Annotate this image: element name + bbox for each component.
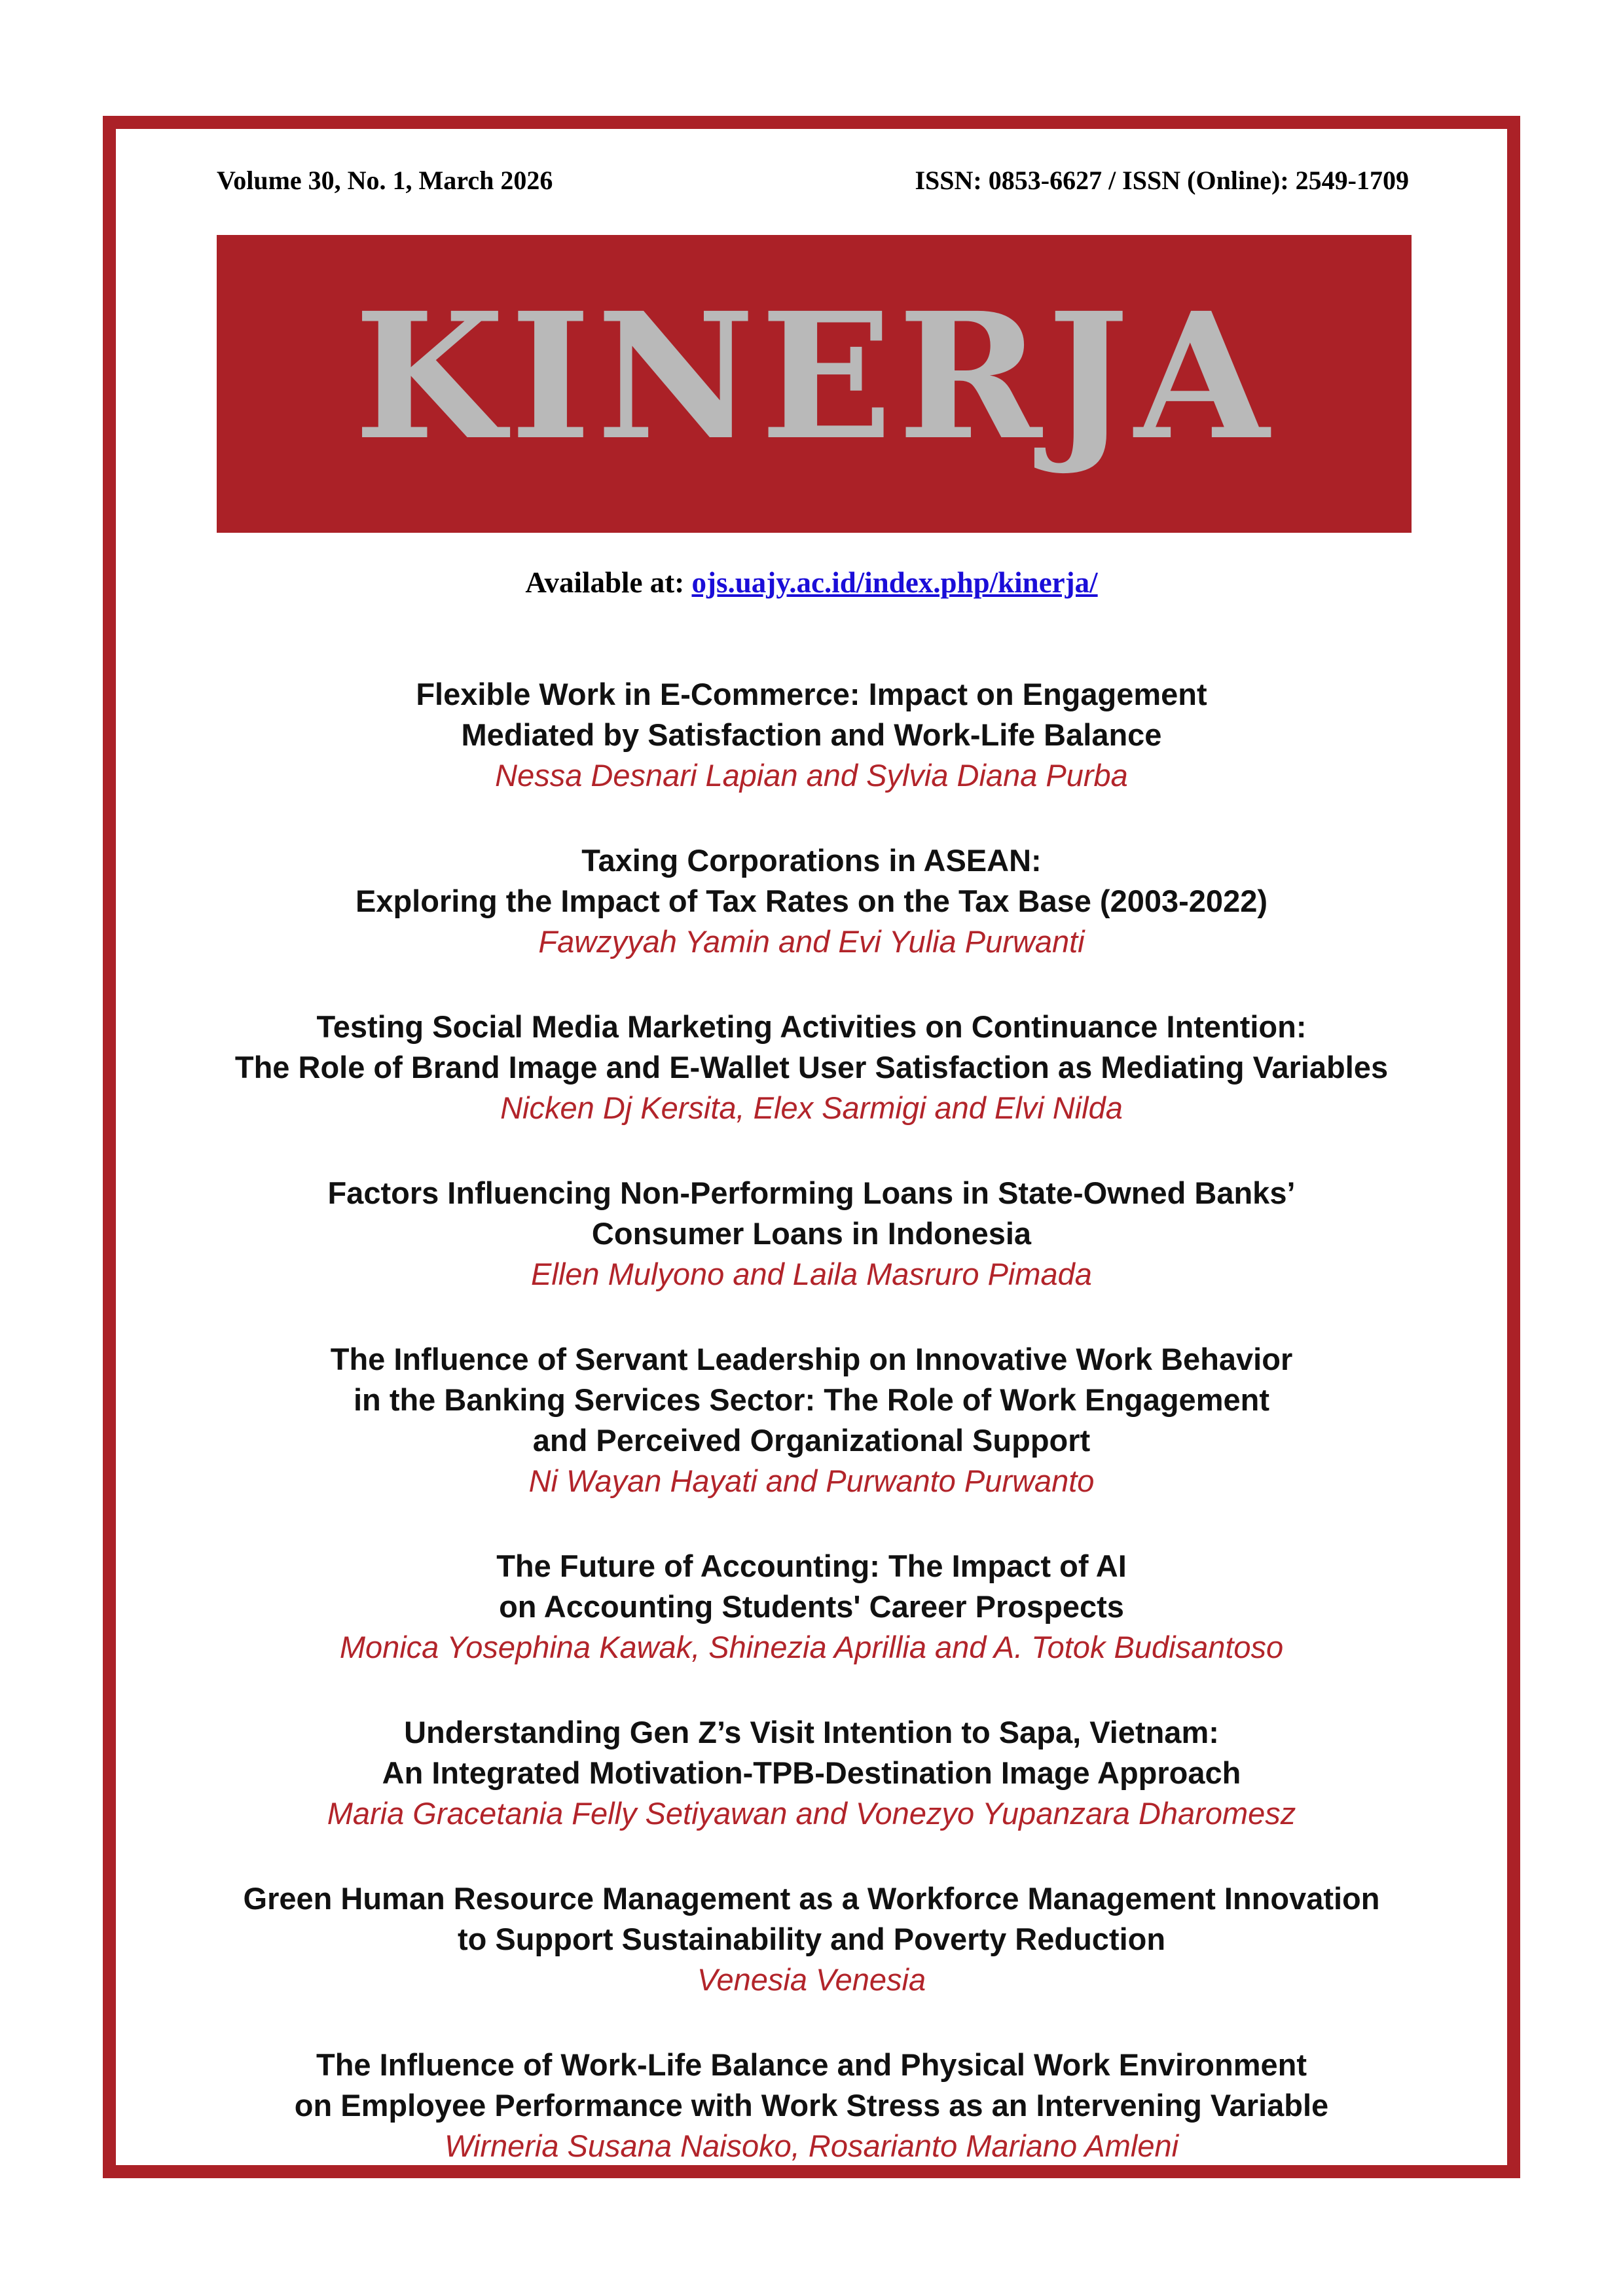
- article-title-line: Understanding Gen Z’s Visit Intention to Sapa, Vietnam:: [404, 1715, 1219, 1749]
- journal-title-banner: [217, 235, 1412, 533]
- article-title-line: The Influence of Servant Leadership on Innovative Work Behavior: [330, 1342, 1293, 1376]
- article-title: [131, 1007, 1492, 1088]
- article-authors: Fawzyyah Yamin and Evi Yulia Purwanti: [538, 924, 1085, 959]
- article-title-line: and Perceived Organizational Support: [532, 1423, 1091, 1458]
- article-entry: [131, 1339, 1492, 1501]
- article-entry: [131, 1712, 1492, 1834]
- article-authors: Ni Wayan Hayati and Purwanto Purwanto: [528, 1463, 1095, 1498]
- article-title: [131, 2045, 1492, 2126]
- article-title: [131, 674, 1492, 755]
- article-title: [131, 1546, 1492, 1627]
- article-title: [131, 1878, 1492, 1960]
- table-of-contents: [131, 674, 1492, 2211]
- article-title-line: Taxing Corporations in ASEAN:: [581, 843, 1042, 878]
- article-title: [131, 1712, 1492, 1793]
- article-title-line: on Accounting Students' Career Prospects: [499, 1589, 1124, 1624]
- article-title: [131, 1173, 1492, 1254]
- article-title-line: Exploring the Impact of Tax Rates on the Tax Base (2003-2022): [355, 884, 1268, 918]
- article-authors: Monica Yosephina Kawak, Shinezia Aprillia and A. Totok Budisantoso: [339, 1630, 1284, 1664]
- article-title-line: Factors Influencing Non-Performing Loans in State-Owned Banks’: [327, 1175, 1296, 1210]
- article-title-line: An Integrated Motivation-TPB-Destination Image Approach: [382, 1755, 1241, 1790]
- article-entry: [131, 1173, 1492, 1295]
- availability-line: [0, 568, 1623, 598]
- article-entry: [131, 2045, 1492, 2166]
- article-title-line: Consumer Loans in Indonesia: [591, 1216, 1032, 1251]
- article-authors: Ellen Mulyono and Laila Masruro Pimada: [531, 1257, 1092, 1291]
- article-title-line: The Role of Brand Image and E-Wallet User Satisfaction as Mediating Variables: [234, 1050, 1389, 1085]
- article-authors: Wirneria Susana Naisoko, Rosarianto Mariano Amleni: [444, 2128, 1179, 2163]
- article-authors: Maria Gracetania Felly Setiyawan and Vonezyo Yupanzara Dharomesz: [327, 1796, 1296, 1831]
- article-entry: [131, 674, 1492, 796]
- article-title-line: on Employee Performance with Work Stress as an Intervening Variable: [294, 2088, 1329, 2123]
- article-title-line: Flexible Work in E-Commerce: Impact on Engagement: [416, 677, 1207, 711]
- article-title-line: Mediated by Satisfaction and Work-Life Balance: [461, 717, 1162, 752]
- issn-info: ISSN: 0853-6627 / ISSN (Online): 2549-1709: [915, 166, 1409, 195]
- availability-label: Available at:: [525, 566, 685, 599]
- article-entry: [131, 1007, 1492, 1128]
- article-title-line: in the Banking Services Sector: The Role of Work Engagement: [354, 1382, 1269, 1417]
- article-authors: Nessa Desnari Lapian and Sylvia Diana Purba: [495, 758, 1128, 793]
- article-title: [131, 1339, 1492, 1461]
- journal-title: KINERJA: [354, 275, 1275, 478]
- volume-info: Volume 30, No. 1, March 2026: [217, 166, 553, 195]
- article-title: [131, 840, 1492, 922]
- article-entry: [131, 840, 1492, 962]
- article-title-line: The Future of Accounting: The Impact of AI: [496, 1549, 1127, 1583]
- article-entry: [131, 1546, 1492, 1668]
- article-title-line: Green Human Resource Management as a Workforce Management Innovation: [243, 1881, 1380, 1916]
- journal-url-link[interactable]: ojs.uajy.ac.id/index.php/kinerja/: [691, 566, 1098, 599]
- article-title-line: to Support Sustainability and Poverty Reduction: [457, 1922, 1166, 1956]
- article-title-line: The Influence of Work-Life Balance and Physical Work Environment: [316, 2047, 1307, 2082]
- article-title-line: Testing Social Media Marketing Activities on Continuance Intention:: [316, 1009, 1307, 1044]
- article-authors: Nicken Dj Kersita, Elex Sarmigi and Elvi Nilda: [500, 1090, 1123, 1125]
- article-entry: [131, 1878, 1492, 2000]
- article-authors: Venesia Venesia: [697, 1962, 926, 1997]
